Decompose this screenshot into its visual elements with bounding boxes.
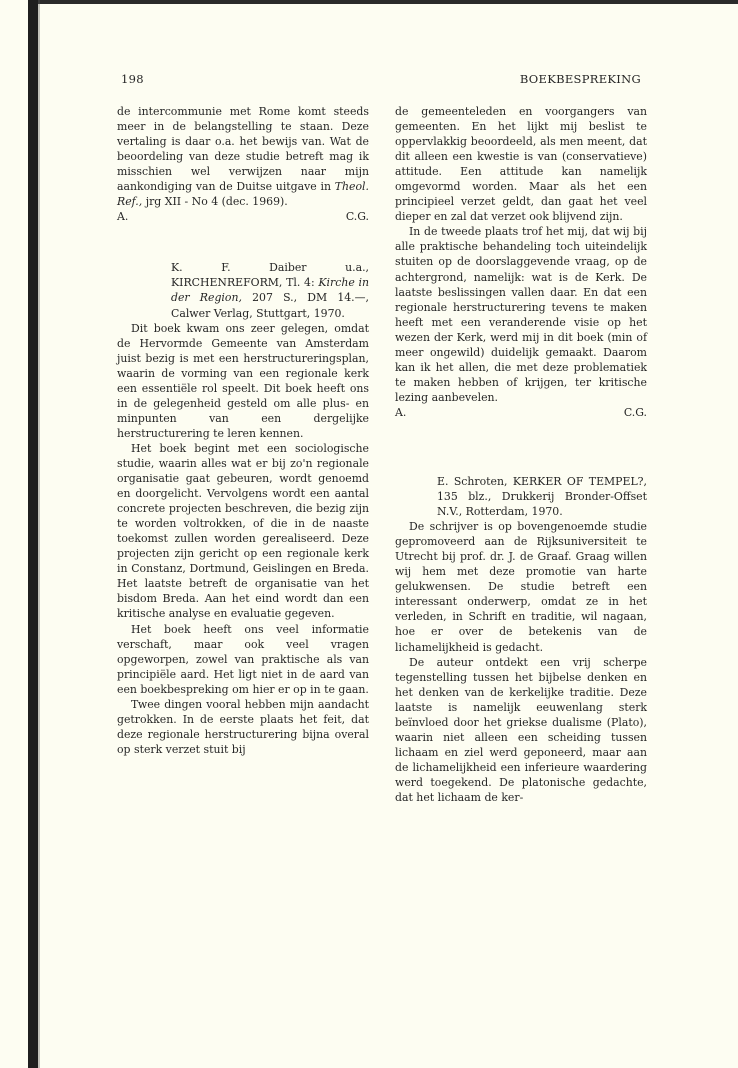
review-signature <box>395 405 647 420</box>
paragraph: de intercommunie met Rome komt steeds meer in de belangstelling te staan. Deze vertaling is daar o.a. het bewijs van. Wat de beoordeling van deze studie betreft mag ik misschien wel verwijzen naar mijn aankondiging van de Duitse uitgave in Theol. Ref., jrg XII - No 4 (dec. 1969). <box>117 105 369 209</box>
paragraph: Het boek begint met een sociologische studie, waarin alles wat er bij zo'n regionale organisatie gaat gebeuren, wordt genoemd en doorgelicht. Vervolgens wordt een aantal concrete projecten beschreven, die bezig zijn te worden voltrokken, of die in de naaste toekomst zullen worden gerealiseerd. Deze projecten zijn gericht op een regionale kerk in Constanz, Dortmund, Geislingen en Breda. Het laatste betreft de organisatie van het bisdom Breda. Aan het eind wordt dan een kritische analyse en evaluatie gegeven. <box>117 441 369 621</box>
paragraph: In de tweede plaats trof het mij, dat wij bij alle praktische behandeling toch uiteindelijk stuiten op de doorslaggevende vraag, op de achtergrond, namelijk: wat is de Kerk. De laatste beslissingen vallen daar. En dat een regionale herstructurering tevens te maken heeft met een veranderende visie op het wezen der Kerk, werd mij in dit boek (min of meer ongewild) duidelijk gemaakt. Daarom kan ik het allen, die met deze problematiek te maken hebben of krijgen, ter kritische lezing aanbevelen. <box>395 225 647 404</box>
left-column <box>117 104 369 757</box>
review-signature <box>117 209 369 224</box>
signature-initial: A. <box>117 210 129 224</box>
review-citation: E. Schroten, KERKER OF TEMPEL?, 135 blz., Drukkerij Bronder-Offset N.V., Rotterdam, 1970. <box>437 474 647 519</box>
paragraph: De auteur ontdekt een vrij scherpe tegenstelling tussen het bijbelse denken en het denken van de kerkelijke traditie. Deze laatste is namelijk eeuwenlang sterk beïnvloed door het griekse dualisme (Plato), waarin niet alleen een scheiding tussen lichaam en ziel werd geponeerd, maar aan de lichamelijkheid een inferieure waardering werd toegekend. De platonische gedachte, dat het lichaam de ker- <box>395 655 647 804</box>
signature-author: C.G. <box>345 210 369 224</box>
page-header <box>121 72 641 88</box>
paragraph: Twee dingen vooral hebben mijn aandacht getrokken. In de eerste plaats het feit, dat deze regionale herstructurering bijna overal op sterk verzet stuit bij <box>117 697 369 756</box>
signature-author: C.G. <box>623 405 647 419</box>
signature-initial: A. <box>395 405 407 419</box>
right-column <box>395 104 647 805</box>
paragraph: Het boek heeft ons veel informatie verschaft, maar ook veel vragen opgeworpen, zowel van praktische als van principiële aard. Het ligt niet in de aard van een boekbespreking om hier er op in te gaan. <box>117 622 369 696</box>
paragraph: Dit boek kwam ons zeer gelegen, omdat de Hervormde Gemeente van Amsterdam juist bezig is met een herstructureringsplan, waarin de vorming van een regionale kerk een essentiële rol speelt. Dit boek heeft ons in de gelegenheid gesteld om alle plus- en minpunten van een dergelijke herstructurering te leren kennen. <box>117 321 369 440</box>
scan-shadow <box>38 0 40 1068</box>
paragraph: de gemeenteleden en voorgangers van gemeenten. En het lijkt mij beslist te oppervlakkig beoordeeld, als men meent, dat dit alleen een kwestie is van (conservatieve) attitude. Een attitude kan namelijk omgevormd worden. Maar als het een principieel verzet geldt, dan gaat het veel dieper en zal dat verzet ook blijvend zijn. <box>395 105 647 224</box>
scan-border-left <box>28 0 38 1068</box>
page-number: 198 <box>121 72 144 86</box>
paragraph: De schrijver is op bovengenoemde studie gepromoveerd aan de Rijksuniversiteit te Utrecht bij prof. dr. J. de Graaf. Graag willen wij hem met deze promotie van harte gelukwensen. De studie betreft een interessant onderwerp, omdat ze in het verleden, in Schrift en traditie, wil nagaan, hoe er over de betekenis van de lichamelijkheid is gedacht. <box>395 520 647 654</box>
review-citation: K. F. Daiber u.a., KIRCHENREFORM, Tl. 4: Kirche in der Region, 207 S., DM 14.—, Calwer Verlag, Stuttgart, 1970. <box>171 261 369 320</box>
running-title: BOEKBESPREKING <box>519 72 641 86</box>
scan-border-top <box>28 0 738 4</box>
